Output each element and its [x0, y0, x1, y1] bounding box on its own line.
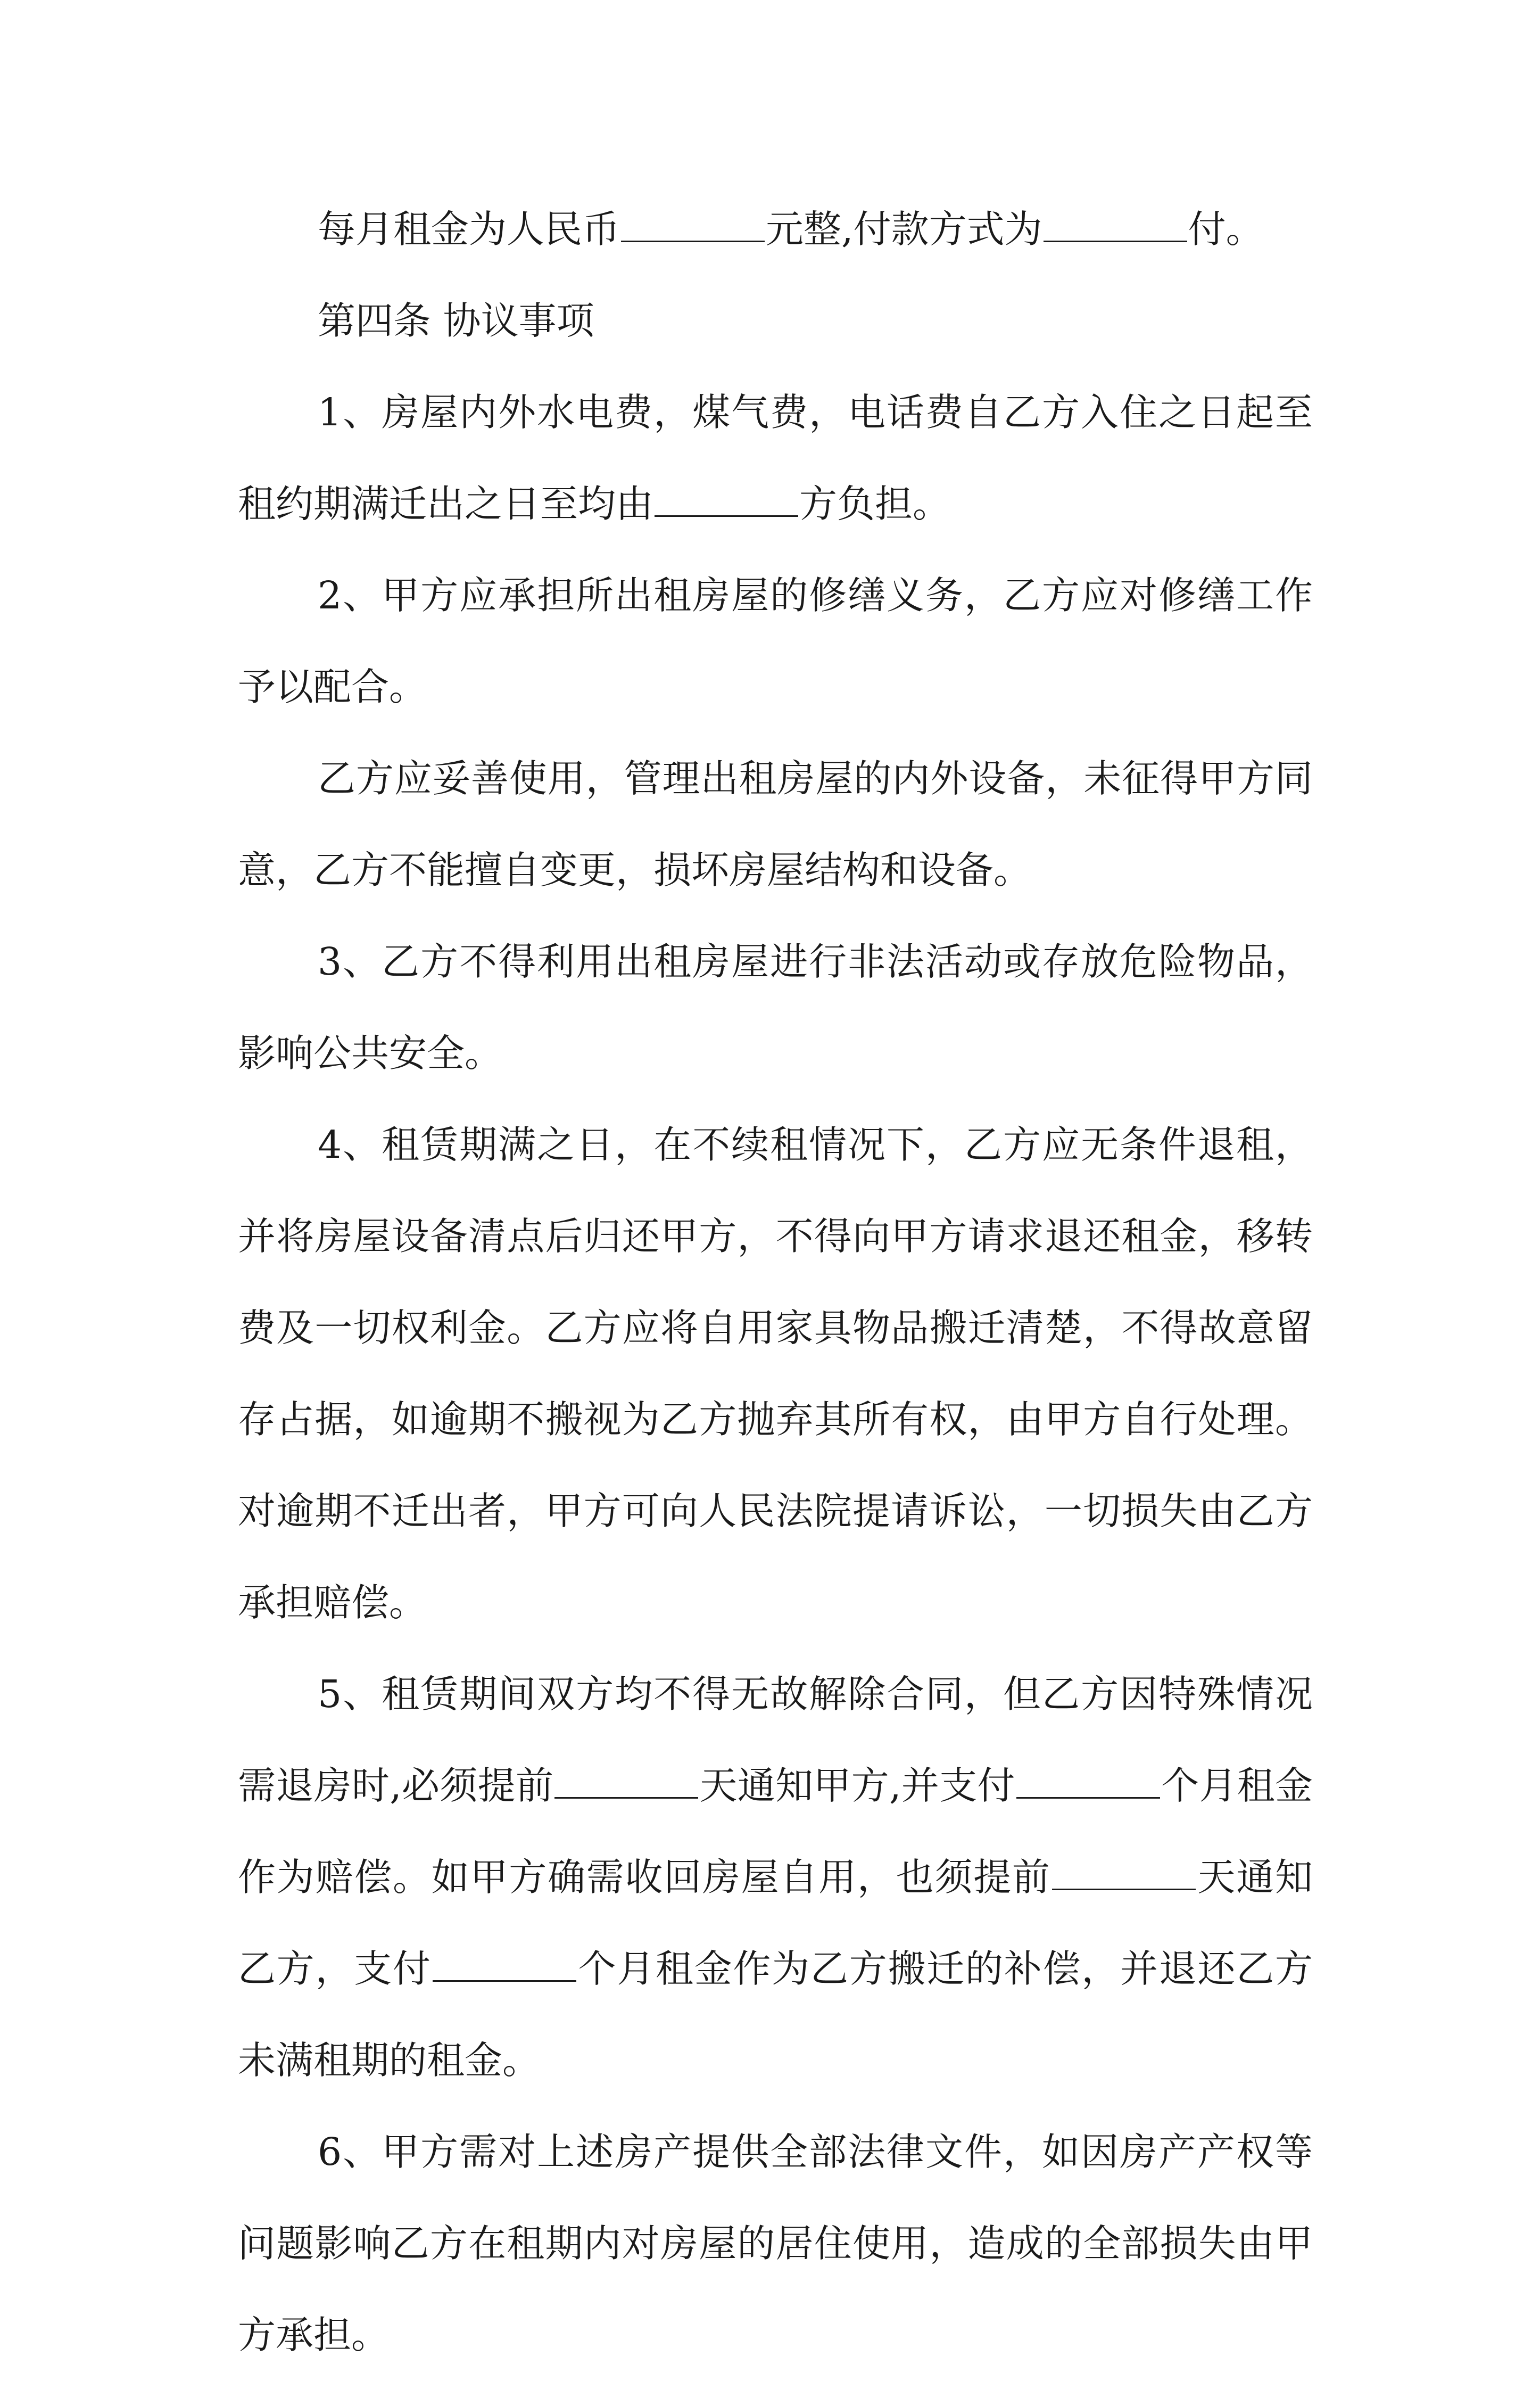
item-1-text-after: 方负担。: [799, 482, 951, 526]
item-2-note-paragraph: 乙方应妥善使用，管理出租房屋的内外设备，未征得甲方同意，乙方不能擅自变更，损坏房屋结构和设备。: [238, 756, 1313, 892]
item-4-paragraph: 4、租赁期满之日，在不续租情况下，乙方应无条件退租，并将房屋设备清点后归还甲方，不得向甲方请求退还租金，移转费及一切权利金。乙方应将自用家具物品搬迁清楚，不得故意留存占据，如逾期不搬视为乙方抛弃其所有权，由甲方自行处理。对逾期不迁出者，甲方可向人民法院提请诉讼，一切损失由乙方承担赔偿。: [238, 1123, 1313, 1625]
item-5-part-1: 5、租赁期间双方均不得无故解除合同，但乙方因特殊情况需退房时,必须提前: [238, 1672, 1313, 1808]
rent-paragraph: [238, 184, 1313, 275]
rent-amount-blank: [621, 209, 765, 242]
document-page: [238, 184, 1313, 2381]
item-2-paragraph: 2、甲方应承担所出租房屋的修缮义务，乙方应对修缮工作予以配合。: [238, 573, 1313, 709]
tenant-compensation-months-blank: [1016, 1765, 1160, 1799]
landlord-compensation-months-blank: [433, 1948, 576, 1982]
item-3-paragraph: 3、乙方不得利用出租房屋进行非法活动或存放危险物品，影响公共安全。: [238, 940, 1313, 1075]
section-title: 第四条 协议事项: [318, 299, 594, 343]
item-5-paragraph: [238, 1649, 1313, 2106]
item-1-text-before: 1、房屋内外水电费，煤气费，电话费自乙方入住之日起至租约期满迁出之日至均由: [238, 390, 1313, 526]
item-1-paragraph: [238, 367, 1313, 550]
item-5-part-3: 个月租金作为赔偿。如甲方确需收回房屋自用，也须提前: [238, 1764, 1313, 1899]
landlord-notice-days-blank: [1052, 1857, 1196, 1890]
item-6-paragraph: 6、甲方需对上述房产提供全部法律文件，如因房产产权等问题影响乙方在租期内对房屋的居住使用，造成的全部损失由甲方承担。: [238, 2130, 1313, 2357]
rent-text-before: 每月租金为人民币: [318, 207, 620, 251]
item-5-part-2: 天通知甲方,并支付: [699, 1764, 1015, 1808]
item-5-part-4: 天通知乙方，支付: [238, 1855, 1313, 1991]
payment-method-blank: [1044, 209, 1187, 242]
rent-text-middle: 元整,付款方式为: [766, 207, 1042, 251]
item-5-part-5: 个月租金作为乙方搬迁的补偿，并退还乙方未满租期的租金。: [238, 1947, 1313, 2082]
utility-payer-blank: [655, 483, 798, 517]
tenant-notice-days-blank: [554, 1765, 698, 1799]
rent-text-after: 付。: [1188, 207, 1264, 251]
